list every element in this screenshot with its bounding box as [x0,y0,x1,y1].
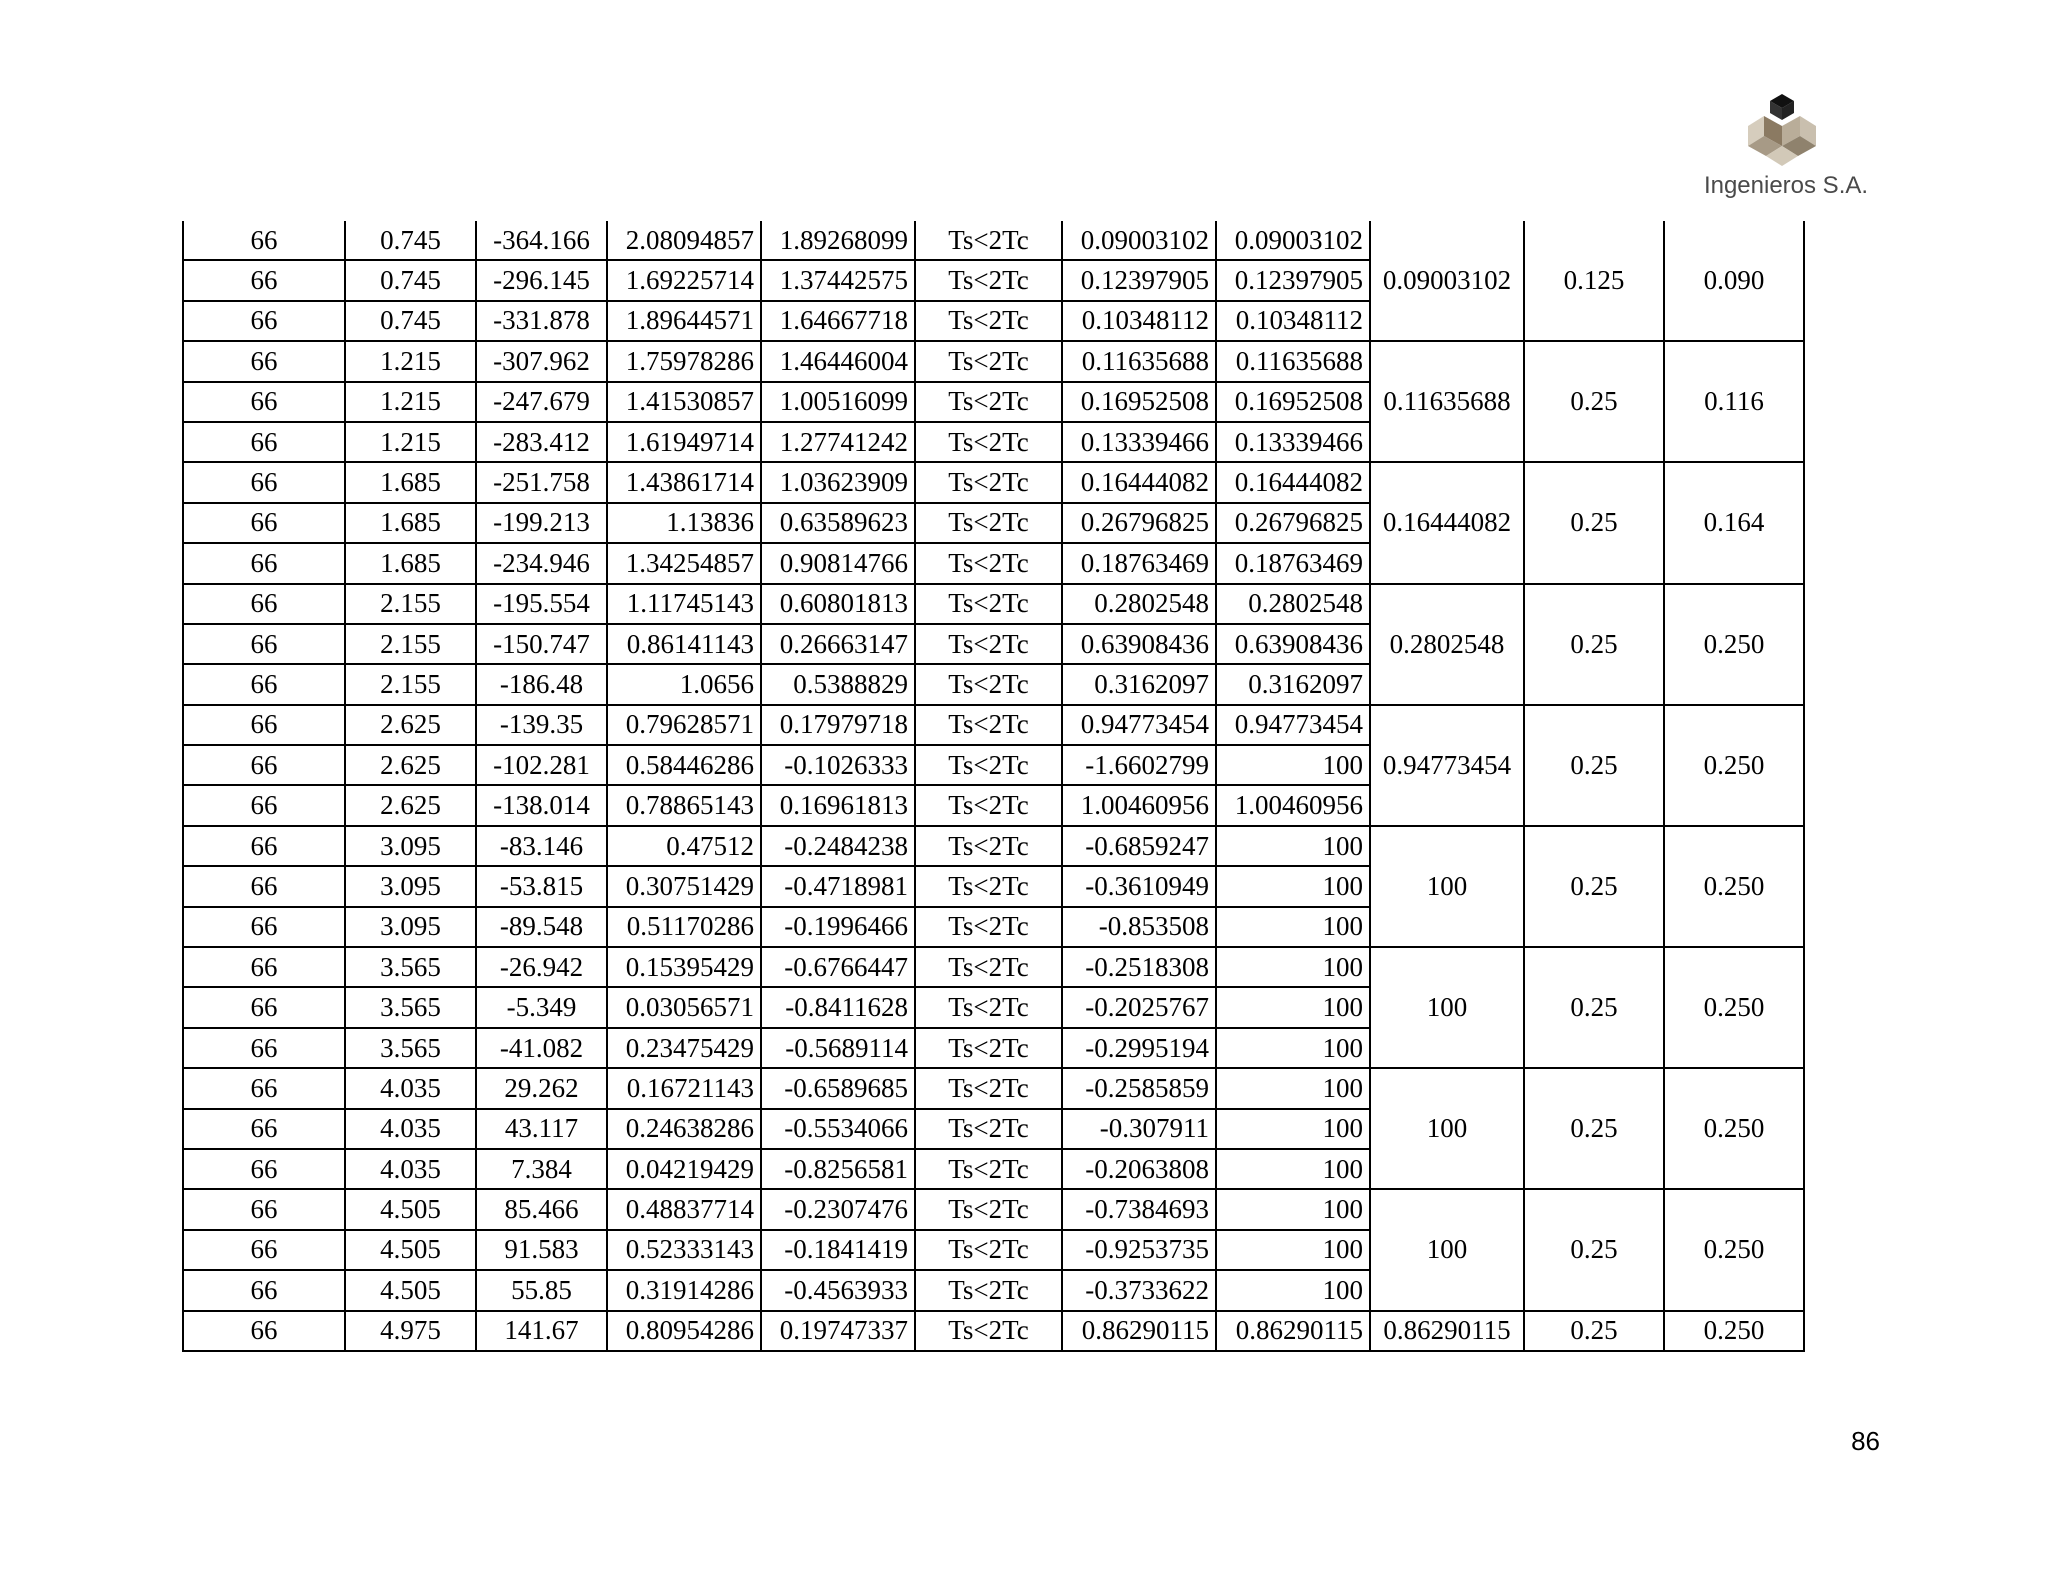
table-cell: 66 [183,1109,345,1149]
company-logo [1698,92,1874,204]
table-cell: Ts<2Tc [915,624,1062,664]
table-cell: 0.11635688 [1216,341,1370,381]
table-cell: -247.679 [476,382,607,422]
table-cell: 0.16961813 [761,785,915,825]
table-cell: Ts<2Tc [915,785,1062,825]
table-cell: 0.26796825 [1216,503,1370,543]
table-cell: Ts<2Tc [915,1068,1062,1108]
page-number: 86 [1851,1426,1880,1456]
table-cell: 0.745 [345,260,476,300]
table-cell: 1.685 [345,503,476,543]
table-cell: 66 [183,503,345,543]
table-cell: -0.8411628 [761,987,915,1027]
table-cell: 100 [1216,1189,1370,1229]
table-cell: 0.23475429 [607,1028,761,1068]
table-cell: 2.155 [345,664,476,704]
group-summary-cell: 0.250 [1664,1189,1804,1310]
table-row [183,341,1804,381]
table-cell: 1.89644571 [607,301,761,341]
table-cell: 66 [183,1189,345,1229]
table-cell: Ts<2Tc [915,987,1062,1027]
table-cell: -283.412 [476,422,607,462]
group-summary-cell: 0.250 [1664,1068,1804,1189]
table-cell: 2.625 [345,705,476,745]
table-cell: 66 [183,462,345,502]
table-cell: Ts<2Tc [915,584,1062,624]
group-summary-cell: 0.25 [1524,1311,1664,1351]
table-cell: 66 [183,664,345,704]
table-cell: -195.554 [476,584,607,624]
table-cell: 0.16721143 [607,1068,761,1108]
group-summary-cell: 0.25 [1524,1189,1664,1310]
table-cell: 100 [1216,987,1370,1027]
table-cell: 1.34254857 [607,543,761,583]
table-cell: Ts<2Tc [915,221,1062,260]
group-summary-cell: 0.25 [1524,341,1664,462]
table-cell: -83.146 [476,826,607,866]
group-summary-cell: 0.94773454 [1370,705,1524,826]
table-cell: 1.46446004 [761,341,915,381]
table-cell: Ts<2Tc [915,866,1062,906]
table-cell: -150.747 [476,624,607,664]
table-cell: 1.41530857 [607,382,761,422]
group-summary-cell: 0.090 [1664,221,1804,341]
table-cell: 100 [1216,1230,1370,1270]
table-cell: 4.975 [345,1311,476,1351]
table-cell: 2.08094857 [607,221,761,260]
table-cell: Ts<2Tc [915,705,1062,745]
group-summary-cell: 0.116 [1664,341,1804,462]
table-row [183,584,1804,624]
table-cell: 66 [183,907,345,947]
table-row [183,221,1804,260]
group-summary-cell: 0.11635688 [1370,341,1524,462]
table-cell: 0.48837714 [607,1189,761,1229]
table-cell: -307.962 [476,341,607,381]
table-cell: -0.2995194 [1062,1028,1216,1068]
table-cell: 0.13339466 [1216,422,1370,462]
table-cell: -0.2585859 [1062,1068,1216,1108]
table-cell: 66 [183,382,345,422]
table-cell: Ts<2Tc [915,543,1062,583]
table-cell: Ts<2Tc [915,1270,1062,1310]
table-cell: Ts<2Tc [915,301,1062,341]
table-cell: Ts<2Tc [915,462,1062,502]
table-cell: -89.548 [476,907,607,947]
table-cell: 66 [183,1270,345,1310]
table-cell: 141.67 [476,1311,607,1351]
table-cell: 0.13339466 [1062,422,1216,462]
table-cell: 0.04219429 [607,1149,761,1189]
table-cell: 1.215 [345,422,476,462]
table-cell: -0.2063808 [1062,1149,1216,1189]
table-cell: -364.166 [476,221,607,260]
table-cell: Ts<2Tc [915,826,1062,866]
table-cell: 66 [183,947,345,987]
table-cell: 85.466 [476,1189,607,1229]
table-cell: 0.86141143 [607,624,761,664]
table-cell: Ts<2Tc [915,1149,1062,1189]
results-table [182,221,1805,1352]
table-cell: Ts<2Tc [915,947,1062,987]
table-cell: 3.095 [345,826,476,866]
table-cell: -0.4563933 [761,1270,915,1310]
table-cell: 29.262 [476,1068,607,1108]
table-cell: 43.117 [476,1109,607,1149]
table-cell: 0.78865143 [607,785,761,825]
table-cell: 0.12397905 [1216,260,1370,300]
table-cell: 4.505 [345,1270,476,1310]
table-row [183,1311,1804,1351]
group-summary-cell: 100 [1370,947,1524,1068]
table-cell: 4.035 [345,1149,476,1189]
table-cell: 66 [183,1311,345,1351]
table-cell: 0.58446286 [607,745,761,785]
table-cell: -0.9253735 [1062,1230,1216,1270]
table-cell: Ts<2Tc [915,1109,1062,1149]
group-summary-cell: 100 [1370,1068,1524,1189]
table-cell: Ts<2Tc [915,503,1062,543]
table-cell: 1.685 [345,543,476,583]
table-cell: 1.27741242 [761,422,915,462]
table-cell: Ts<2Tc [915,382,1062,422]
table-cell: -0.6859247 [1062,826,1216,866]
table-cell: 0.11635688 [1062,341,1216,381]
table-cell: 0.26663147 [761,624,915,664]
table-cell: 66 [183,221,345,260]
table-cell: 1.685 [345,462,476,502]
table-cell: 2.625 [345,785,476,825]
table-cell: 0.79628571 [607,705,761,745]
table-cell: 100 [1216,826,1370,866]
table-cell: 3.565 [345,987,476,1027]
table-cell: 0.09003102 [1062,221,1216,260]
table-cell: 1.61949714 [607,422,761,462]
table-cell: 1.0656 [607,664,761,704]
table-cell: 0.63908436 [1216,624,1370,664]
table-cell: 0.03056571 [607,987,761,1027]
table-cell: 0.16952508 [1062,382,1216,422]
table-cell: -0.307911 [1062,1109,1216,1149]
table-cell: 66 [183,1149,345,1189]
table-cell: -0.2484238 [761,826,915,866]
table-cell: 1.75978286 [607,341,761,381]
table-row [183,826,1804,866]
table-cell: -0.3610949 [1062,866,1216,906]
table-body [183,221,1804,1351]
table-cell: 0.2802548 [1216,584,1370,624]
table-cell: 100 [1216,1270,1370,1310]
table-cell: 0.18763469 [1062,543,1216,583]
table-cell: -53.815 [476,866,607,906]
table-row [183,705,1804,745]
group-summary-cell: 0.164 [1664,462,1804,583]
table-cell: -102.281 [476,745,607,785]
table-cell: 0.80954286 [607,1311,761,1351]
group-summary-cell: 0.250 [1664,826,1804,947]
table-cell: 0.63589623 [761,503,915,543]
table-cell: 0.18763469 [1216,543,1370,583]
table-cell: 1.43861714 [607,462,761,502]
table-cell: 4.505 [345,1189,476,1229]
table-cell: 66 [183,785,345,825]
table-cell: 0.94773454 [1216,705,1370,745]
table-cell: -0.4718981 [761,866,915,906]
table-cell: 0.15395429 [607,947,761,987]
table-cell: 66 [183,543,345,583]
table-cell: 1.00516099 [761,382,915,422]
table-cell: -138.014 [476,785,607,825]
group-summary-cell: 0.25 [1524,826,1664,947]
table-cell: 0.745 [345,301,476,341]
table-cell: 1.89268099 [761,221,915,260]
table-cell: 0.3162097 [1216,664,1370,704]
group-summary-cell: 0.125 [1524,221,1664,341]
table-cell: 100 [1216,745,1370,785]
table-cell: 0.16444082 [1216,462,1370,502]
table-cell: 1.11745143 [607,584,761,624]
table-cell: -26.942 [476,947,607,987]
table-cell: 100 [1216,1149,1370,1189]
table-cell: 0.26796825 [1062,503,1216,543]
table-cell: 0.19747337 [761,1311,915,1351]
table-cell: 3.095 [345,907,476,947]
table-cell: 0.24638286 [607,1109,761,1149]
table-cell: -0.1026333 [761,745,915,785]
table-cell: 100 [1216,1068,1370,1108]
table-cell: 100 [1216,1109,1370,1149]
table-cell: 0.86290115 [1062,1311,1216,1351]
company-name: Ingenieros S.A. [1703,172,1869,199]
table-cell: -139.35 [476,705,607,745]
group-summary-cell: 100 [1370,826,1524,947]
table-cell: Ts<2Tc [915,1028,1062,1068]
table-cell: 0.10348112 [1216,301,1370,341]
table-cell: 7.384 [476,1149,607,1189]
table-row [183,947,1804,987]
group-summary-cell: 0.25 [1524,947,1664,1068]
table-cell: 4.505 [345,1230,476,1270]
table-cell: 0.31914286 [607,1270,761,1310]
table-cell: 66 [183,1028,345,1068]
table-cell: 66 [183,1230,345,1270]
table-cell: 0.10348112 [1062,301,1216,341]
table-cell: 1.03623909 [761,462,915,502]
table-cell: 0.86290115 [1216,1311,1370,1351]
table-cell: 2.155 [345,584,476,624]
table-cell: -296.145 [476,260,607,300]
group-summary-cell: 0.25 [1524,705,1664,826]
table-cell: 66 [183,260,345,300]
group-summary-cell: 0.25 [1524,1068,1664,1189]
table-cell: 66 [183,866,345,906]
table-cell: 0.09003102 [1216,221,1370,260]
table-cell: 0.52333143 [607,1230,761,1270]
table-cell: 100 [1216,1028,1370,1068]
table-cell: 66 [183,341,345,381]
table-cell: 66 [183,584,345,624]
table-cell: -41.082 [476,1028,607,1068]
table-cell: 100 [1216,947,1370,987]
table-cell: 2.625 [345,745,476,785]
table-cell: -251.758 [476,462,607,502]
table-row [183,1068,1804,1108]
table-cell: -234.946 [476,543,607,583]
table-cell: 66 [183,987,345,1027]
table-cell: 55.85 [476,1270,607,1310]
table-cell: -0.853508 [1062,907,1216,947]
table-cell: 0.5388829 [761,664,915,704]
table-cell: 0.51170286 [607,907,761,947]
table-cell: 100 [1216,866,1370,906]
table-cell: 1.69225714 [607,260,761,300]
table-cell: 0.63908436 [1062,624,1216,664]
table-cell: Ts<2Tc [915,907,1062,947]
table-cell: Ts<2Tc [915,664,1062,704]
table-cell: 4.035 [345,1109,476,1149]
table-cell: 66 [183,745,345,785]
table-cell: 1.215 [345,341,476,381]
table-cell: 3.095 [345,866,476,906]
table-cell: -186.48 [476,664,607,704]
table-cell: 0.12397905 [1062,260,1216,300]
table-cell: 0.60801813 [761,584,915,624]
table-cell: 0.2802548 [1062,584,1216,624]
table-cell: -0.2518308 [1062,947,1216,987]
group-summary-cell: 0.250 [1664,1311,1804,1351]
table-row [183,462,1804,502]
table-cell: 4.035 [345,1068,476,1108]
table-cell: 66 [183,422,345,462]
group-summary-cell: 100 [1370,1189,1524,1310]
table-cell: 1.13836 [607,503,761,543]
group-summary-cell: 0.25 [1524,462,1664,583]
table-cell: Ts<2Tc [915,1230,1062,1270]
table-row [183,1189,1804,1229]
table-cell: -0.5689114 [761,1028,915,1068]
table-cell: 0.30751429 [607,866,761,906]
group-summary-cell: 0.250 [1664,947,1804,1068]
table-cell: -0.2025767 [1062,987,1216,1027]
table-cell: 1.215 [345,382,476,422]
group-summary-cell: 0.2802548 [1370,584,1524,705]
group-summary-cell: 0.250 [1664,584,1804,705]
table-cell: 66 [183,624,345,664]
table-cell: 0.16952508 [1216,382,1370,422]
table-cell: Ts<2Tc [915,745,1062,785]
table-cell: 1.00460956 [1062,785,1216,825]
table-cell: 1.64667718 [761,301,915,341]
table-cell: 2.155 [345,624,476,664]
table-cell: -331.878 [476,301,607,341]
table-cell: -0.6589685 [761,1068,915,1108]
group-summary-cell: 0.25 [1524,584,1664,705]
table-cell: -0.2307476 [761,1189,915,1229]
table-cell: 0.3162097 [1062,664,1216,704]
table-cell: 66 [183,301,345,341]
table-cell: 0.94773454 [1062,705,1216,745]
group-summary-cell: 0.250 [1664,705,1804,826]
table-cell: -0.1996466 [761,907,915,947]
table-cell: -0.5534066 [761,1109,915,1149]
group-summary-cell: 0.09003102 [1370,221,1524,341]
table-cell: 66 [183,826,345,866]
table-cell: 0.745 [345,221,476,260]
table-cell: 3.565 [345,947,476,987]
table-cell: -0.3733622 [1062,1270,1216,1310]
table-cell: Ts<2Tc [915,422,1062,462]
table-cell: 0.16444082 [1062,462,1216,502]
table-cell: Ts<2Tc [915,1189,1062,1229]
cube-logo-icon [1744,92,1820,168]
group-summary-cell: 0.86290115 [1370,1311,1524,1351]
table-cell: -0.7384693 [1062,1189,1216,1229]
table-cell: -0.1841419 [761,1230,915,1270]
table-cell: -0.8256581 [761,1149,915,1189]
table-cell: -5.349 [476,987,607,1027]
table-cell: -1.6602799 [1062,745,1216,785]
table-cell: 0.17979718 [761,705,915,745]
table-cell: 100 [1216,907,1370,947]
table-cell: Ts<2Tc [915,260,1062,300]
group-summary-cell: 0.16444082 [1370,462,1524,583]
table-cell: 66 [183,1068,345,1108]
table-cell: 66 [183,705,345,745]
table-cell: 91.583 [476,1230,607,1270]
table-cell: 0.90814766 [761,543,915,583]
table-cell: 3.565 [345,1028,476,1068]
table-cell: -199.213 [476,503,607,543]
table-cell: 1.37442575 [761,260,915,300]
table-cell: 1.00460956 [1216,785,1370,825]
table-cell: -0.6766447 [761,947,915,987]
table-cell: Ts<2Tc [915,341,1062,381]
table-cell: 0.47512 [607,826,761,866]
table-cell: Ts<2Tc [915,1311,1062,1351]
